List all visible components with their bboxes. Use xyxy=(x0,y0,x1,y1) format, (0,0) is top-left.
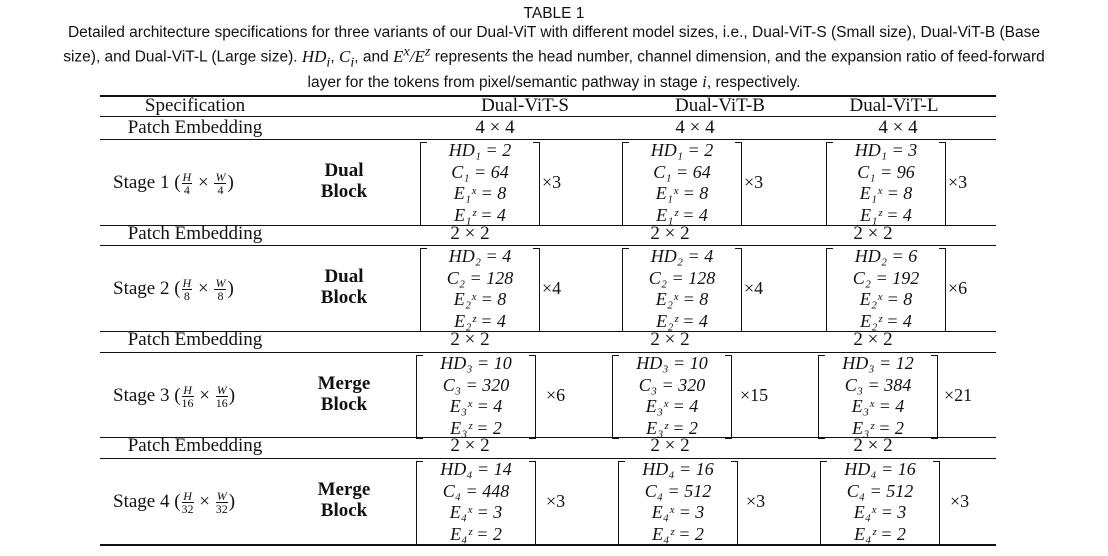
channel-dimension: C₂ = 128 xyxy=(446,267,514,288)
block-type-label: Merge Block xyxy=(317,373,371,415)
head-number: HD₁ = 3 xyxy=(854,140,918,160)
height-fraction: $\frac{H}{32}$ xyxy=(181,489,194,516)
right-bracket xyxy=(939,248,946,332)
left-bracket xyxy=(416,461,423,545)
right-bracket xyxy=(533,142,540,226)
header-dual-vit-b: Dual-ViT-B xyxy=(675,95,765,116)
right-bracket xyxy=(735,248,742,332)
pixel-expansion-ratio: E₁ˣ = 8 xyxy=(859,183,913,203)
caption-line-2-start: size), and Dual-ViT-L (Large size). xyxy=(63,48,298,66)
left-bracket xyxy=(622,142,629,226)
pixel-expansion-ratio: E₁ˣ = 8 xyxy=(453,183,507,203)
math-c: $C_i$ xyxy=(338,46,355,71)
semantic-expansion-ratio: E₃ᶻ = 2 xyxy=(646,417,698,438)
spec-matrix xyxy=(818,353,938,439)
block-repeat-count: ×21 xyxy=(944,385,973,405)
right-bracket xyxy=(529,461,536,545)
stage-label: Stage 1 ( $\frac{H}{4}$ × $\frac{W}{4}$ ) xyxy=(113,170,234,197)
channel-dimension: C₁ = 64 xyxy=(451,161,509,182)
spec-matrix xyxy=(416,459,536,545)
patch-embedding-value: 2 × 2 xyxy=(650,223,690,244)
height-fraction: $\frac{H}{4}$ xyxy=(182,170,192,197)
pixel-expansion-ratio: E₄ˣ = 3 xyxy=(449,502,503,522)
left-bracket xyxy=(820,461,827,545)
stage-label: Stage 4 ( $\frac{H}{32}$ × $\frac{W}{32}$ ) xyxy=(113,489,236,516)
table-tag: TABLE 1 xyxy=(523,5,585,22)
patch-embedding-value: 2 × 2 xyxy=(450,329,490,350)
caption-line-3: layer for the tokens from pixel/semantic pathway in stage i, respectively. xyxy=(307,72,801,92)
block-repeat-count: ×3 xyxy=(744,172,764,192)
right-bracket xyxy=(533,248,540,332)
spec-matrix xyxy=(820,459,940,545)
channel-dimension: C₄ = 448 xyxy=(442,480,510,501)
patch-embedding-value: 2 × 2 xyxy=(450,223,490,244)
head-number: HD₃ = 10 xyxy=(636,353,708,373)
stage-name: Stage 4 ( xyxy=(113,490,181,512)
pixel-expansion-ratio: E₃ˣ = 4 xyxy=(645,396,699,416)
channel-dimension: C₄ = 512 xyxy=(644,480,712,501)
spec-matrix xyxy=(622,246,742,332)
left-bracket xyxy=(416,355,423,439)
head-number: HD₁ = 2 xyxy=(650,140,714,160)
left-bracket xyxy=(618,461,625,545)
block-repeat-count: ×4 xyxy=(542,278,562,298)
block-repeat-count: ×3 xyxy=(546,491,566,511)
spec-matrix xyxy=(612,353,732,439)
width-fraction: $\frac{W}{16}$ xyxy=(215,383,228,410)
block-repeat-count: ×3 xyxy=(746,491,766,511)
block-repeat-count: ×3 xyxy=(950,491,970,511)
semantic-expansion-ratio: E₃ᶻ = 2 xyxy=(450,417,502,438)
head-number: HD₄ = 16 xyxy=(844,459,916,479)
stage-label: Stage 3 ( $\frac{H}{16}$ × $\frac{W}{16}$ ) xyxy=(113,383,236,410)
patch-embedding-value: 2 × 2 xyxy=(650,435,690,456)
patch-embedding-label: Patch Embedding xyxy=(127,223,263,244)
head-number: HD₁ = 2 xyxy=(448,140,512,160)
stage-name: Stage 3 ( xyxy=(113,384,181,406)
pixel-expansion-ratio: E₄ˣ = 3 xyxy=(853,502,907,522)
math-e: $E^x/E^z$ xyxy=(393,43,431,66)
left-bracket xyxy=(826,248,833,332)
header-specification: Specification xyxy=(144,95,246,116)
head-number: HD₄ = 14 xyxy=(440,459,512,479)
spec-matrix xyxy=(618,459,738,545)
right-bracket xyxy=(931,355,938,439)
patch-embedding-value: 4 × 4 xyxy=(475,117,515,138)
patch-embedding-label: Patch Embedding xyxy=(127,329,263,350)
head-number: HD₂ = 4 xyxy=(448,246,512,266)
left-bracket xyxy=(420,248,427,332)
semantic-expansion-ratio: E₁ᶻ = 4 xyxy=(454,204,506,225)
pixel-expansion-ratio: E₂ˣ = 8 xyxy=(453,289,507,309)
height-fraction: $\frac{H}{16}$ xyxy=(181,383,194,410)
head-number: HD₄ = 16 xyxy=(642,459,714,479)
block-repeat-count: ×6 xyxy=(546,385,566,405)
right-bracket xyxy=(725,355,732,439)
semantic-expansion-ratio: E₂ᶻ = 4 xyxy=(860,310,912,331)
spec-matrix xyxy=(420,246,540,332)
channel-dimension: C₃ = 320 xyxy=(442,374,510,395)
semantic-expansion-ratio: E₄ᶻ = 2 xyxy=(652,523,704,544)
patch-embedding-value: 4 × 4 xyxy=(878,117,918,138)
patch-embedding-value: 2 × 2 xyxy=(853,223,893,244)
right-bracket xyxy=(735,142,742,226)
right-bracket xyxy=(933,461,940,545)
head-number: HD₃ = 10 xyxy=(440,353,512,373)
head-number: HD₃ = 12 xyxy=(842,353,914,373)
block-repeat-count: ×3 xyxy=(542,172,562,192)
pixel-expansion-ratio: E₂ˣ = 8 xyxy=(655,289,709,309)
stage-name: Stage 1 ( xyxy=(113,171,181,193)
right-bracket xyxy=(939,142,946,226)
pixel-expansion-ratio: E₂ˣ = 8 xyxy=(859,289,913,309)
semantic-expansion-ratio: E₁ᶻ = 4 xyxy=(656,204,708,225)
width-fraction: $\frac{W}{4}$ xyxy=(215,170,226,197)
pixel-expansion-ratio: E₄ˣ = 3 xyxy=(651,502,705,522)
head-number: HD₂ = 6 xyxy=(854,246,918,266)
right-bracket xyxy=(731,461,738,545)
left-bracket xyxy=(420,142,427,226)
block-type-label: Dual Block xyxy=(320,160,368,202)
block-type-label: Merge Block xyxy=(317,479,371,521)
block-repeat-count: ×4 xyxy=(744,278,764,298)
header-dual-vit-s: Dual-ViT-S xyxy=(481,95,569,116)
left-bracket xyxy=(818,355,825,439)
block-type-label: Dual Block xyxy=(320,266,368,308)
caption-line-2: size), and Dual-ViT-L (Large size). $HD_i$, $C_i$, and $E^x/E^z$ represents the head number, channel dimension, and the expansion ratio of feed-forward xyxy=(63,43,1045,71)
semantic-expansion-ratio: E₃ᶻ = 2 xyxy=(852,417,904,438)
channel-dimension: C₂ = 192 xyxy=(852,267,920,288)
width-fraction: $\frac{W}{8}$ xyxy=(215,276,226,303)
head-number: HD₂ = 4 xyxy=(650,246,714,266)
caption-line-2-end: represents the head number, channel dimension, and the expansion ratio of feed-forward xyxy=(434,48,1045,66)
channel-dimension: C₂ = 128 xyxy=(648,267,716,288)
semantic-expansion-ratio: E₂ᶻ = 4 xyxy=(656,310,708,331)
left-bracket xyxy=(826,142,833,226)
patch-embedding-value: 2 × 2 xyxy=(853,329,893,350)
patch-embedding-value: 4 × 4 xyxy=(675,117,715,138)
semantic-expansion-ratio: E₁ᶻ = 4 xyxy=(860,204,912,225)
semantic-expansion-ratio: E₄ᶻ = 2 xyxy=(854,523,906,544)
height-fraction: $\frac{H}{8}$ xyxy=(182,276,192,303)
width-fraction: $\frac{W}{32}$ xyxy=(215,489,228,516)
semantic-expansion-ratio: E₄ᶻ = 2 xyxy=(450,523,502,544)
channel-dimension: C₁ = 64 xyxy=(653,161,711,182)
right-bracket xyxy=(529,355,536,439)
patch-embedding-label: Patch Embedding xyxy=(127,117,263,138)
block-repeat-count: ×15 xyxy=(740,385,769,405)
channel-dimension: C₄ = 512 xyxy=(846,480,914,501)
left-bracket xyxy=(612,355,619,439)
spec-matrix xyxy=(622,140,742,226)
stage-label: Stage 2 ( $\frac{H}{8}$ × $\frac{W}{8}$ ) xyxy=(113,276,234,303)
spec-matrix xyxy=(826,246,946,332)
patch-embedding-value: 2 × 2 xyxy=(853,435,893,456)
block-repeat-count: ×3 xyxy=(948,172,968,192)
math-i: i xyxy=(702,72,707,92)
header-dual-vit-l: Dual-ViT-L xyxy=(849,95,939,116)
table-caption xyxy=(0,4,1108,92)
patch-embedding-label: Patch Embedding xyxy=(127,435,263,456)
pixel-expansion-ratio: E₃ˣ = 4 xyxy=(449,396,503,416)
spec-matrix xyxy=(826,140,946,226)
block-repeat-count: ×6 xyxy=(948,278,968,298)
channel-dimension: C₃ = 384 xyxy=(844,374,912,395)
pixel-expansion-ratio: E₃ˣ = 4 xyxy=(851,396,905,416)
caption-line-1: Detailed architecture specifications for three variants of our Dual-ViT with different model sizes, i.e., Dual-ViT-S (Small size), Dual-ViT-B (Base xyxy=(67,24,1041,41)
pixel-expansion-ratio: E₁ˣ = 8 xyxy=(655,183,709,203)
channel-dimension: C₃ = 320 xyxy=(638,374,706,395)
spec-matrix xyxy=(416,353,536,439)
patch-embedding-value: 2 × 2 xyxy=(450,435,490,456)
channel-dimension: C₁ = 96 xyxy=(857,161,915,182)
spec-matrix xyxy=(420,140,540,226)
math-hd: $HD_i$ xyxy=(301,46,331,71)
patch-embedding-value: 2 × 2 xyxy=(650,329,690,350)
semantic-expansion-ratio: E₂ᶻ = 4 xyxy=(454,310,506,331)
stage-name: Stage 2 ( xyxy=(113,277,181,299)
left-bracket xyxy=(622,248,629,332)
